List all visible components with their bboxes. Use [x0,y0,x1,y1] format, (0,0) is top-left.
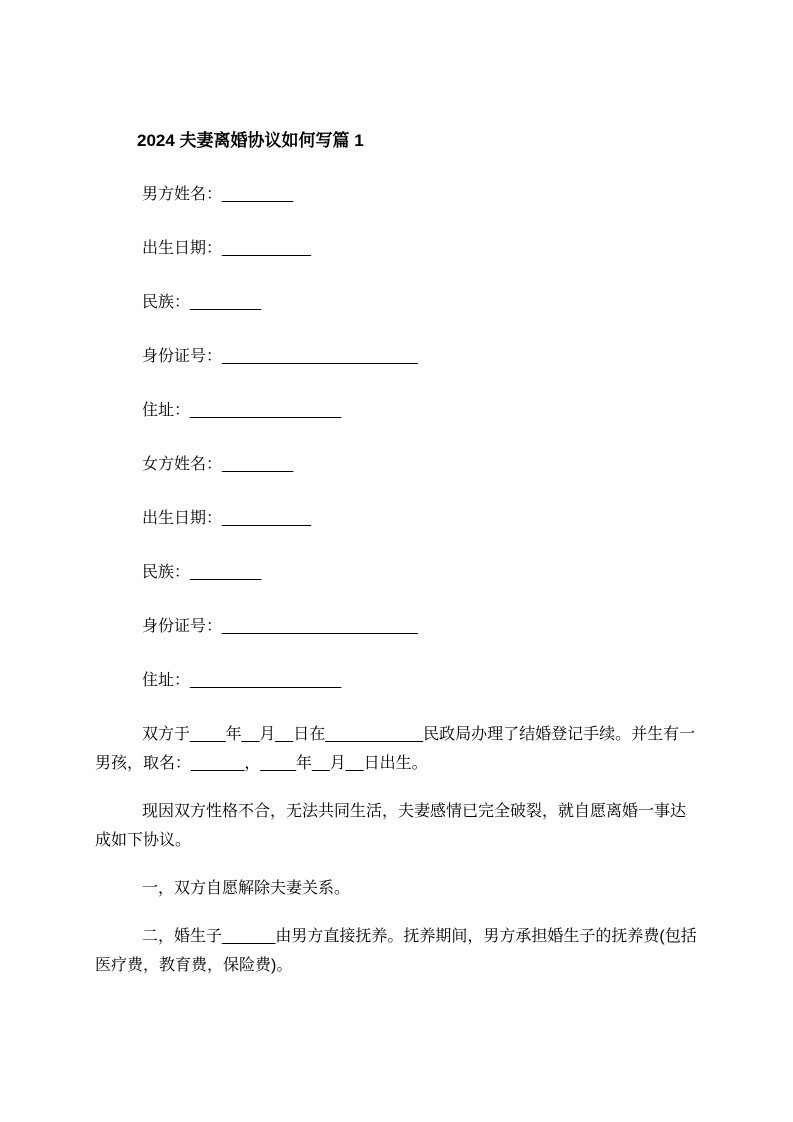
paragraph-clause-2: 二，婚生子______由男方直接抚养。抚养期间，男方承担婚生子的抚养费(包括医疗费，教育费，保险费)。 [95,928,697,974]
form-line-wife-name: 女方姓名：________ [142,456,294,473]
form-line-husband-name: 男方姓名：________ [142,186,294,203]
form-line-husband-ethnicity: 民族：________ [142,294,262,311]
paragraph-clause-1: 一，双方自愿解除夫妻关系。 [142,880,351,897]
paragraph-marriage-registration: 双方于____年__月__日在___________民政局办理了结婚登记手续。并生有一男孩，取名：______，____年__月__日出生。 [95,726,696,772]
document-content [95,126,700,980]
form-line-wife-birthdate: 出生日期：__________ [142,510,311,527]
form-line-husband-id-number: 身份证号：______________________ [142,348,418,365]
form-line-husband-birthdate: 出生日期：__________ [142,240,311,257]
document-title: 2024 夫妻离婚协议如何写篇 1 [137,131,364,150]
form-line-wife-address: 住址：_________________ [142,672,342,689]
form-line-husband-address: 住址：_________________ [142,402,342,419]
form-line-wife-id-number: 身份证号：______________________ [142,618,418,635]
paragraph-divorce-reason: 现因双方性格不合，无法共同生活，夫妻感情已完全破裂，就自愿离婚一事达成如下协议。 [95,803,687,849]
form-line-wife-ethnicity: 民族：________ [142,564,262,581]
